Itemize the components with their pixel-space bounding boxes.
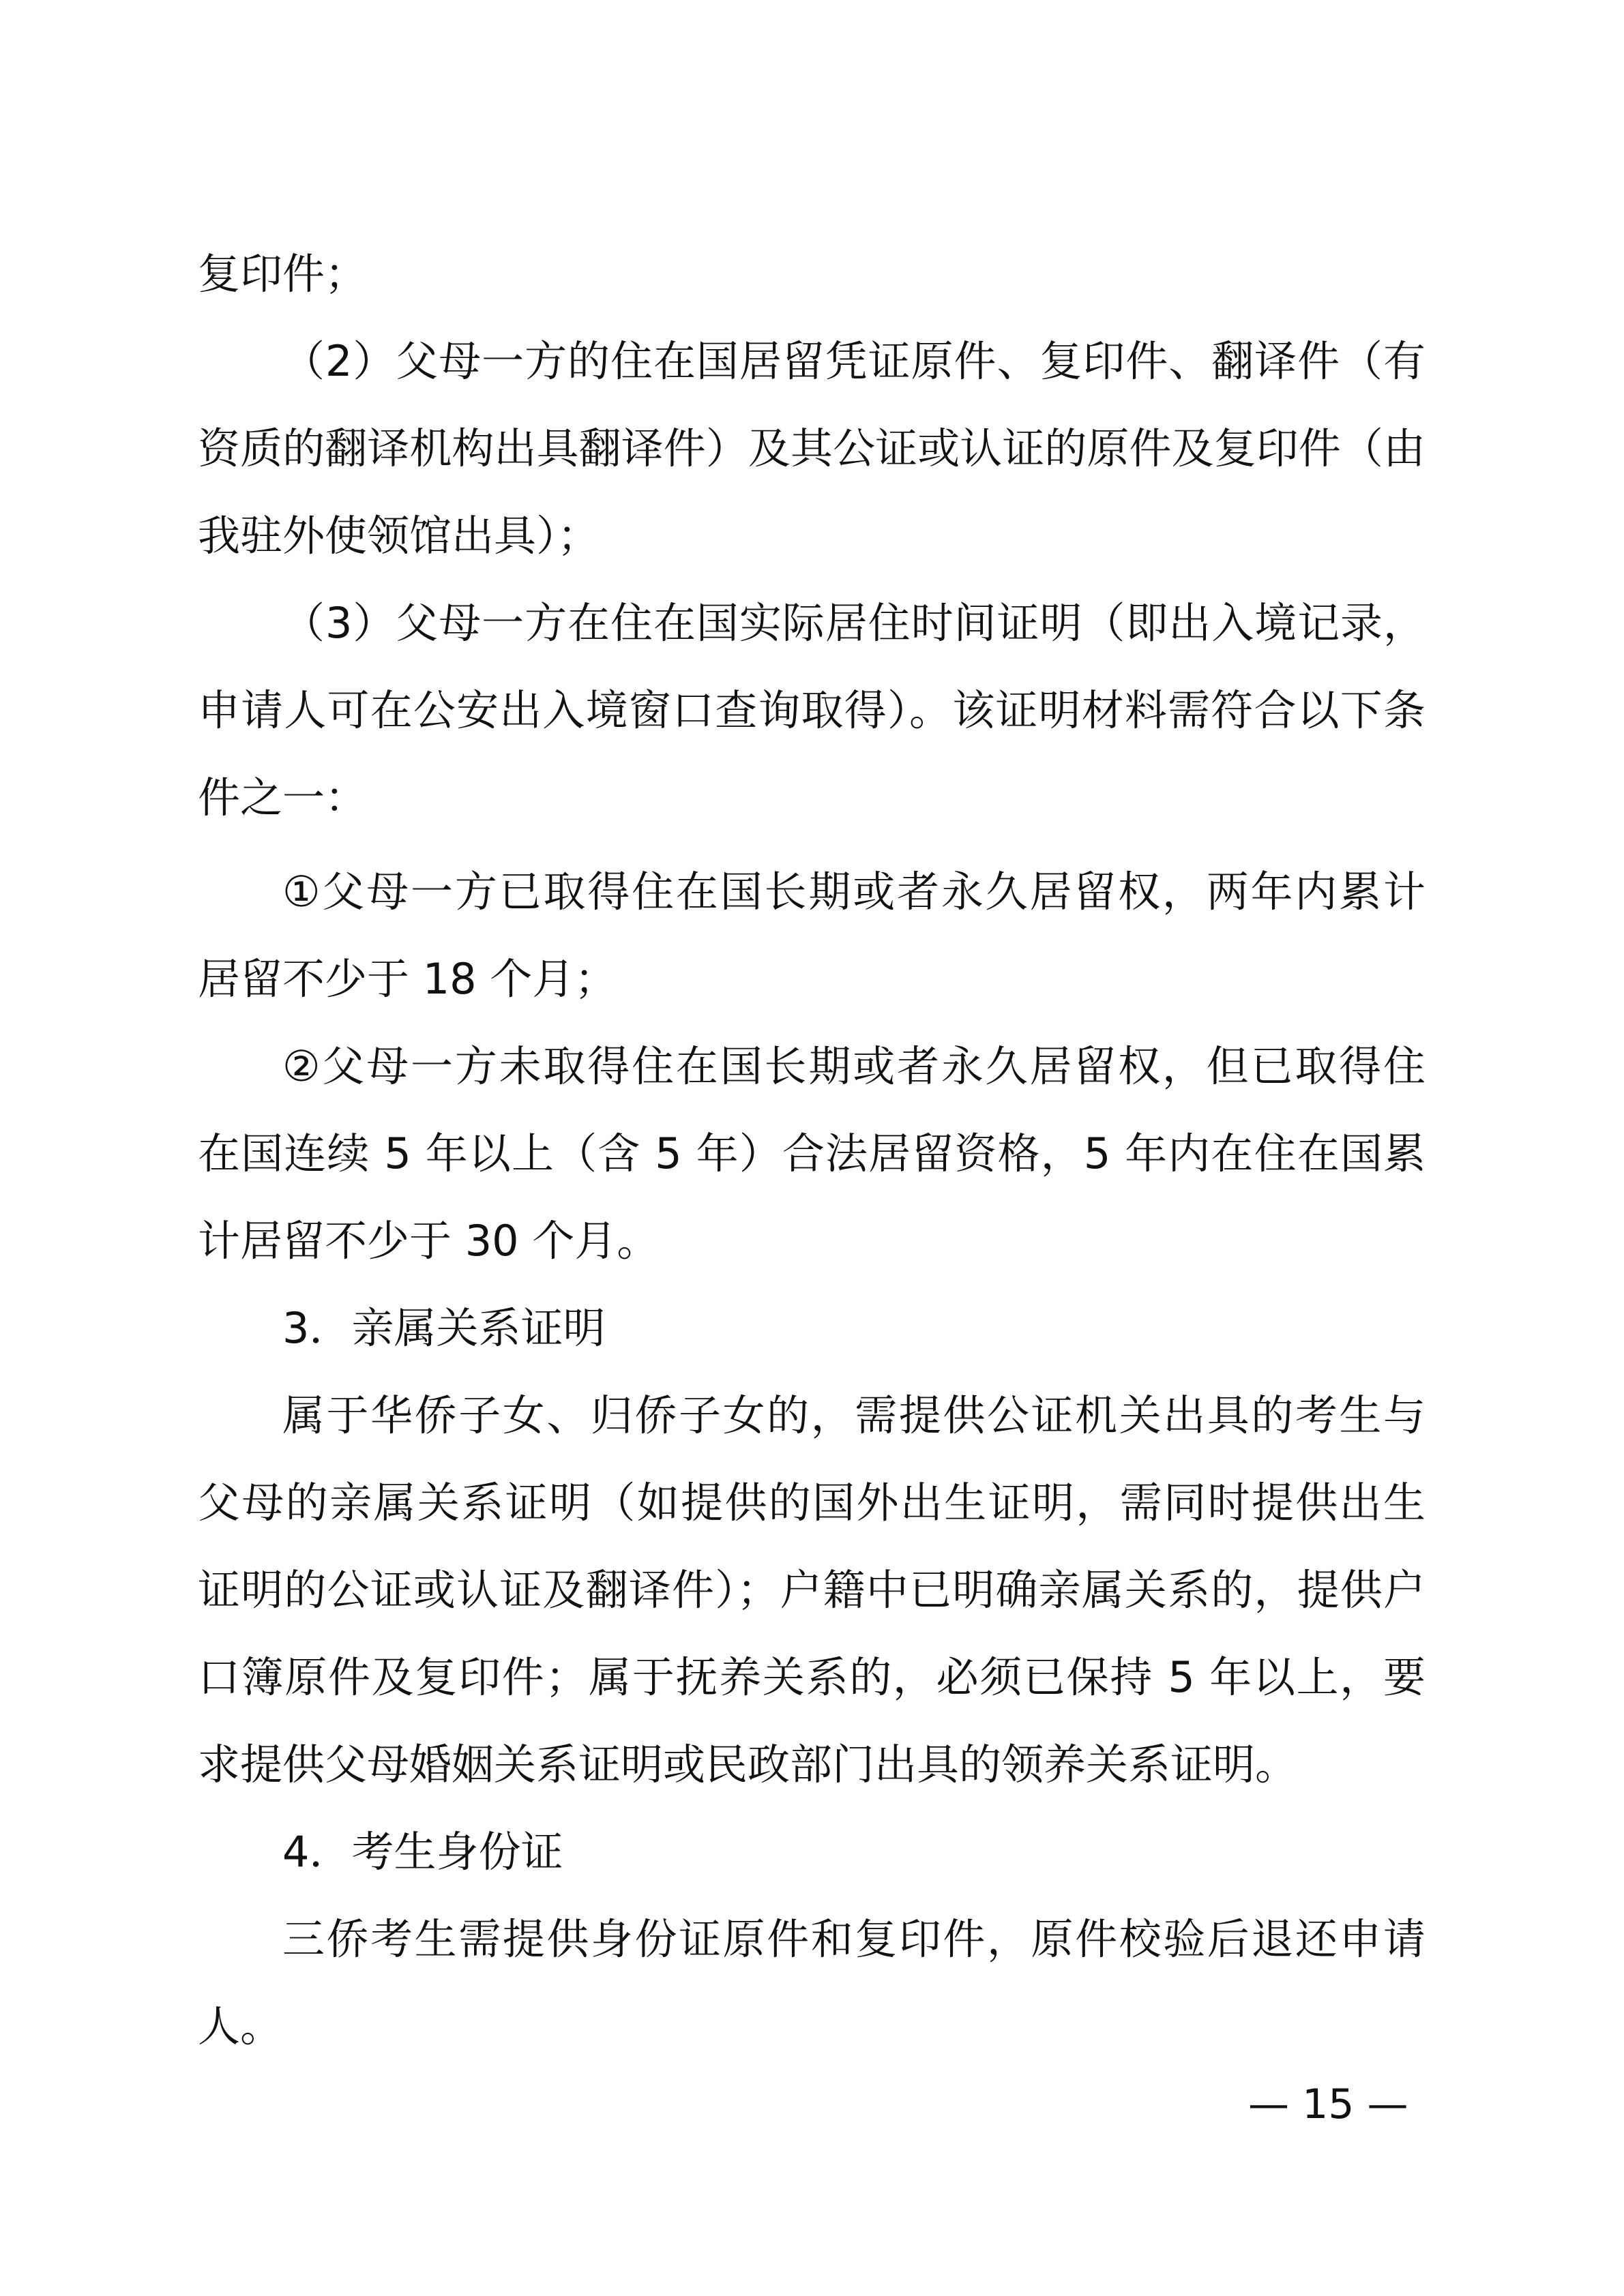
paragraph-line: 申请人可在公安出入境窗口查询取得）。该证明材料需符合以下条 (198, 685, 1426, 735)
paragraph-line: 求提供父母婚姻关系证明或民政部门出具的领养关系证明。 (198, 1740, 1298, 1789)
paragraph-line: 资质的翻译机构出具翻译件）及其公证或认证的原件及复印件（由 (198, 423, 1426, 473)
section-heading: 4．考生身份证 (282, 1827, 563, 1877)
paragraph-line: 复印件； (198, 249, 368, 299)
paragraph-line: （3）父母一方在住在国实际居住时间证明（即出入境记录， (282, 598, 1426, 648)
page-number: — 15 — (1248, 2081, 1408, 2128)
section-heading: 3．亲属关系证明 (282, 1303, 606, 1353)
paragraph-line: 人。 (198, 2001, 283, 2051)
paragraph-line: ①父母一方已取得住在国长期或者永久居留权，两年内累计 (282, 867, 1426, 916)
paragraph-line: 口簿原件及复印件；属于抚养关系的，必须已保持 5 年以上，要 (198, 1652, 1426, 1702)
paragraph-line: 居留不少于 18 个月； (198, 954, 617, 1004)
paragraph-line: 我驻外使领馆出具）； (198, 511, 600, 561)
paragraph-line: ②父母一方未取得住在国长期或者永久居留权，但已取得住 (282, 1041, 1426, 1091)
paragraph-line: （2）父母一方的住在国居留凭证原件、复印件、翻译件（有 (282, 336, 1426, 386)
paragraph-line: 在国连续 5 年以上（含 5 年）合法居留资格，5 年内在住在国累 (198, 1129, 1426, 1178)
paragraph-line: 件之一： (198, 773, 368, 822)
paragraph-line: 证明的公证或认证及翻译件）；户籍中已明确亲属关系的，提供户 (198, 1565, 1426, 1615)
paragraph-line: 计居留不少于 30 个月。 (198, 1216, 660, 1266)
paragraph-line: 三侨考生需提供身份证原件和复印件，原件校验后退还申请 (282, 1914, 1426, 1964)
paragraph-line: 属于华侨子女、归侨子女的，需提供公证机关出具的考生与 (282, 1390, 1426, 1440)
paragraph-line: 父母的亲属关系证明（如提供的国外出生证明，需同时提供出生 (198, 1478, 1426, 1527)
